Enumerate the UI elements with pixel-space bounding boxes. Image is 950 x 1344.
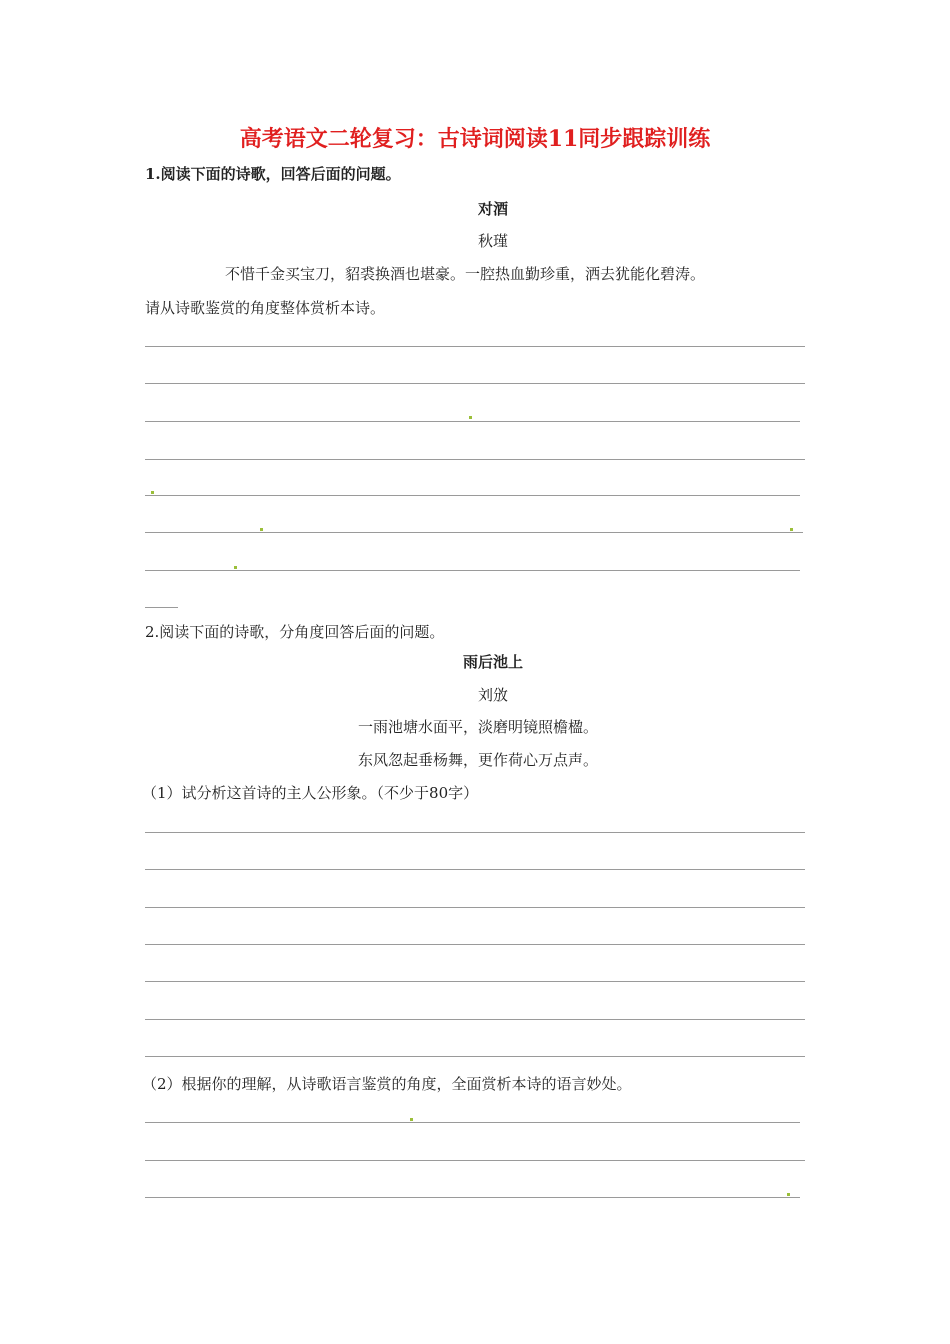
speck-mark <box>151 491 154 494</box>
answer-line <box>145 1056 805 1057</box>
poem-2-title: 雨后池上 <box>462 653 523 671</box>
answer-line <box>145 869 805 870</box>
answer-line <box>145 1019 805 1020</box>
answer-line <box>145 907 805 908</box>
poem-2-line-1: 一雨池塘水面平，淡磨明镜照檐楹。 <box>358 718 599 736</box>
poem-1-title: 对酒 <box>477 200 508 218</box>
speck-mark <box>787 1193 790 1196</box>
answer-line <box>145 1197 800 1198</box>
answer-line <box>145 346 805 347</box>
answer-line <box>145 383 805 384</box>
speck-mark <box>410 1118 413 1121</box>
speck-mark <box>260 528 263 531</box>
poem-2-author: 刘攽 <box>477 686 508 704</box>
answer-line <box>145 1122 800 1123</box>
answer-line <box>145 495 800 496</box>
answer-line-short <box>145 607 178 608</box>
answer-line <box>145 1160 805 1161</box>
answer-line <box>145 832 805 833</box>
poem-2-line-2: 东风忽起垂杨舞，更作荷心万点声。 <box>358 751 599 769</box>
answer-line <box>145 981 805 982</box>
answer-line <box>145 459 805 460</box>
answer-line <box>145 421 800 422</box>
speck-mark <box>790 528 793 531</box>
document-title: 高考语文二轮复习：古诗词阅读11同步跟踪训练 <box>239 126 711 152</box>
answer-line <box>145 532 803 533</box>
question-2-sub-2: （2）根据你的理解，从诗歌语言鉴赏的角度，全面赏析本诗的语言妙处。 <box>142 1075 632 1093</box>
speck-mark <box>469 416 472 419</box>
question-2-sub-1: （1）试分析这首诗的主人公形象。（不少于80字） <box>142 784 479 802</box>
speck-mark <box>234 566 237 569</box>
question-1-prompt: 1.阅读下面的诗歌，回答后面的问题。 <box>145 165 401 183</box>
poem-1-text: 不惜千金买宝刀，貂裘换酒也堪豪。一腔热血勤珍重，洒去犹能化碧涛。 <box>225 265 706 283</box>
question-2-prompt: 2.阅读下面的诗歌，分角度回答后面的问题。 <box>145 623 445 641</box>
question-1-task: 请从诗歌鉴赏的角度整体赏析本诗。 <box>145 299 386 317</box>
answer-line <box>145 570 800 571</box>
answer-line <box>145 944 805 945</box>
poem-1-author: 秋瑾 <box>477 232 508 250</box>
